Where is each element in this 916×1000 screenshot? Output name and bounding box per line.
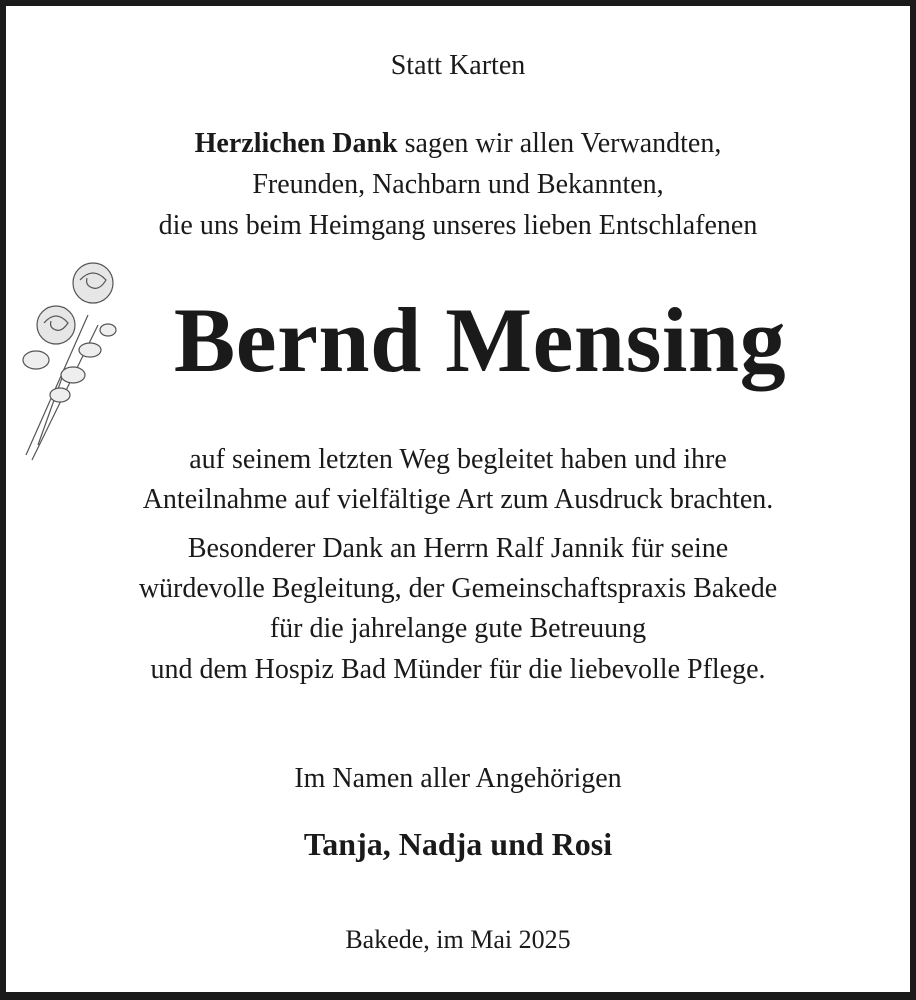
body-line: auf seinem letzten Weg begleitet haben und ihre [189, 444, 727, 475]
signatories: Tanja, Nadja und Rosi [303, 826, 613, 862]
intro-line-3: die uns beim Heimgang unseres lieben Entschlafenen [158, 210, 758, 241]
intro-line-1 [0, 127, 916, 161]
body-line: für die jahrelange gute Betreuung [269, 613, 647, 644]
closing-text: Im Namen aller Angehörigen [294, 763, 622, 794]
body-line: Besonderer Dank an Herrn Ralf Jannik für seine [187, 533, 729, 564]
body-line: würdevolle Begleitung, der Gemeinschaftspraxis Bakede [138, 573, 778, 604]
intro-bold: Herzlichen Dank [194, 128, 398, 159]
deceased-name: Bernd Mensing [173, 289, 787, 391]
body-line: und dem Hospiz Bad Münder für die liebevolle Pflege. [150, 654, 766, 685]
intro-line-2: Freunden, Nachbarn und Bekannten, [252, 169, 664, 200]
intro-rest: sagen wir allen Verwandten, [397, 128, 722, 159]
body-line: Anteilnahme auf vielfältige Art zum Ausdruck brachten. [142, 484, 774, 515]
place-date: Bakede, im Mai 2025 [345, 925, 571, 954]
header-text: Statt Karten [390, 50, 526, 81]
